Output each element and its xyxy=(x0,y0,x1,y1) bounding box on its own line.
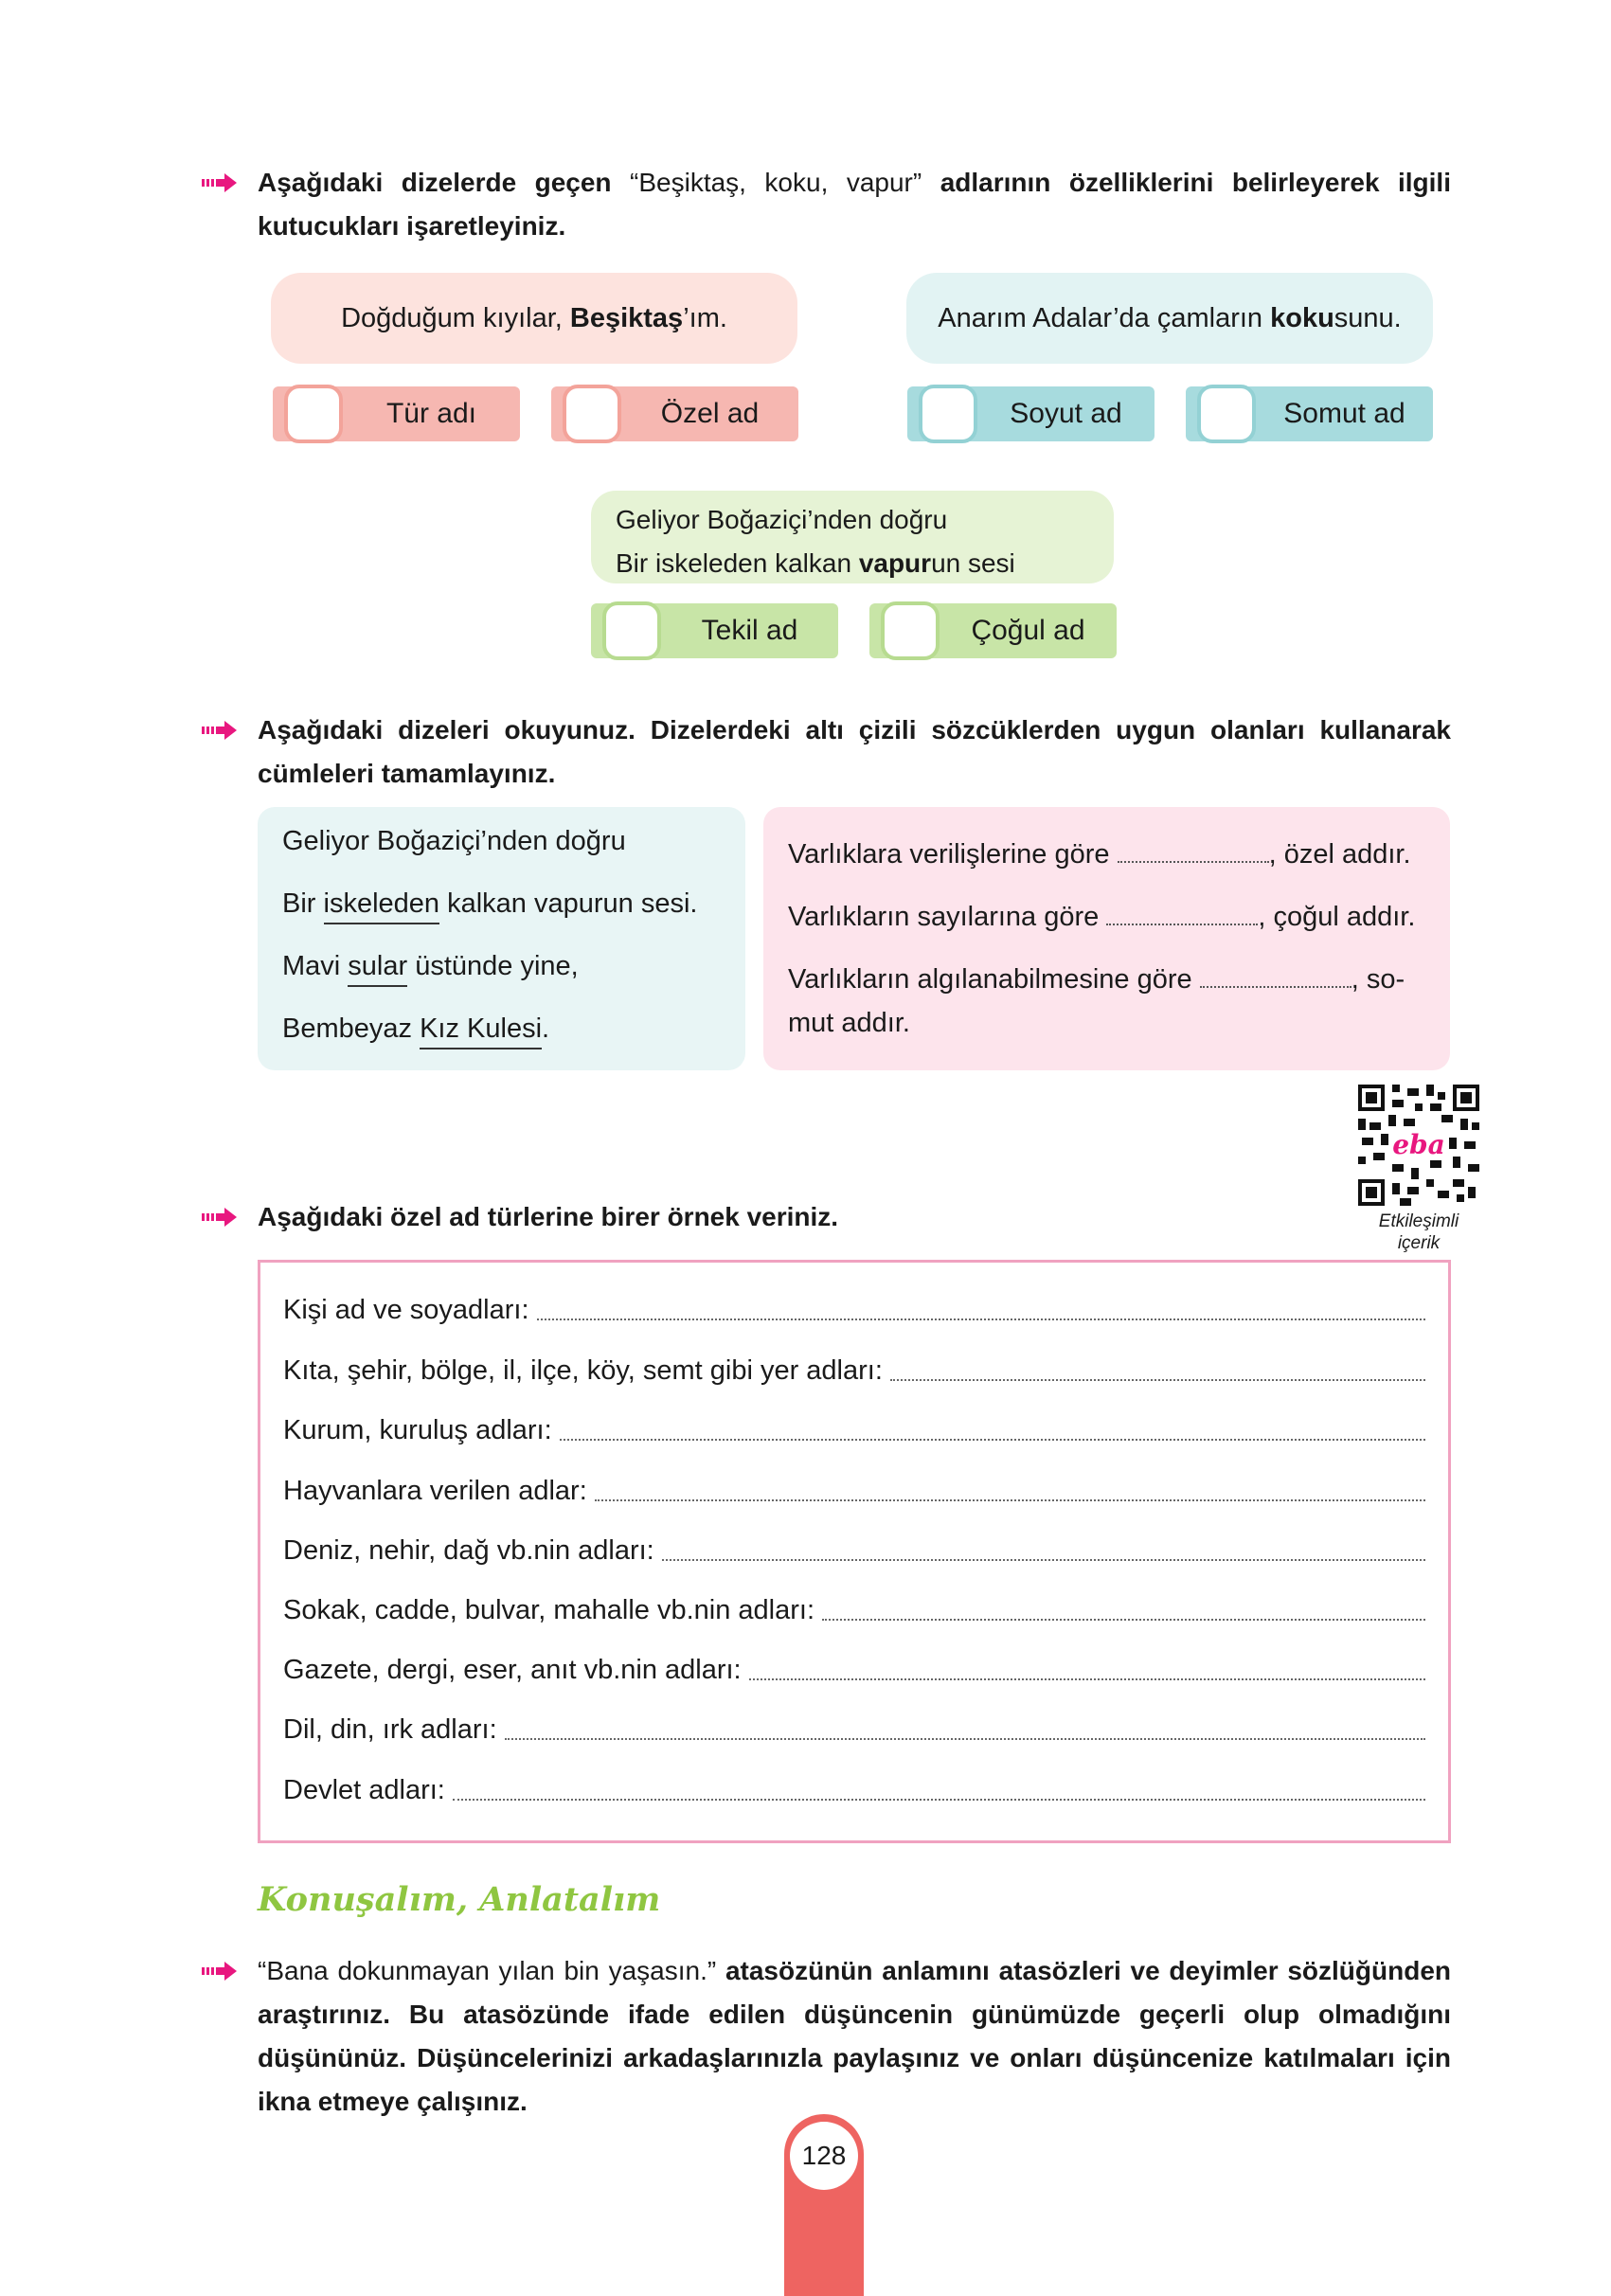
arrow-bullet-icon xyxy=(202,1961,238,1982)
blank-2[interactable] xyxy=(1106,906,1258,925)
poem-line-2: Bir iskeleden kalkan vapurun sesi. xyxy=(282,885,697,923)
exercise3-instruction: Aşağıdaki özel ad türlerine birer örnek veriniz. xyxy=(258,1202,839,1231)
example-row[interactable]: Sokak, cadde, bulvar, mahalle vb.nin adları: xyxy=(283,1591,1425,1629)
qr-caption: Etkileşimli içerik xyxy=(1378,1211,1459,1253)
example-row[interactable]: Hayvanlara verilen adlar: xyxy=(283,1472,1425,1510)
sentence-box-koku: Anarım Adalar’da çamların kokusunu. xyxy=(906,273,1433,364)
sentence-box-vapur: Geliyor Boğaziçi’nden doğru Bir iskeleden kalkan vapurun sesi xyxy=(591,491,1114,583)
checkbox[interactable] xyxy=(881,601,940,660)
option-tur-adi[interactable]: Tür adı xyxy=(273,386,520,441)
fill-sentence-1: Varlıklara verilişlerine göre , özel addır. xyxy=(788,839,1411,870)
option-tekil-ad[interactable]: Tekil ad xyxy=(591,603,838,658)
option-ozel-ad[interactable]: Özel ad xyxy=(551,386,798,441)
checkbox[interactable] xyxy=(919,385,977,443)
option-cogul-ad[interactable]: Çoğul ad xyxy=(869,603,1117,658)
sentence-box-besiktas: Doğduğum kıyılar, Beşiktaş’ım. xyxy=(271,273,797,364)
option-soyut-ad[interactable]: Soyut ad xyxy=(907,386,1155,441)
example-row[interactable]: Kurum, kuruluş adları: xyxy=(283,1411,1425,1449)
poem-line-3: Mavi sular üstünde yine, xyxy=(282,947,579,985)
fill-sentence-3: Varlıkların algılanabilmesine göre , so- xyxy=(788,964,1405,995)
section-title: Konuşalım, Anlatalım xyxy=(258,1880,661,1919)
option-somut-ad[interactable]: Somut ad xyxy=(1186,386,1433,441)
example-row[interactable]: Dil, din, ırk adları: xyxy=(283,1711,1425,1749)
arrow-bullet-icon xyxy=(202,172,238,193)
section-instruction: “Bana dokunmayan yılan bin yaşasın.” atasözünün anlamını atasözleri ve deyimler sözlüğünden araştırınız. Bu atasözünde ifade edilen düşüncenin günümüzde geçerli olup olmadığını düşününüz. Düşüncelerinizi arkadaşlarınızla paylaşınız ve onları düşüncenize katılmaları için ikna etmeye çalışınız. xyxy=(258,1956,1451,2116)
blank-1[interactable] xyxy=(1118,844,1269,863)
blank-3[interactable] xyxy=(1200,969,1351,988)
checkbox[interactable] xyxy=(563,385,621,443)
example-row[interactable]: Gazete, dergi, eser, anıt vb.nin adları: xyxy=(283,1651,1425,1689)
checkbox[interactable] xyxy=(284,385,343,443)
checkbox[interactable] xyxy=(602,601,661,660)
example-row[interactable]: Kişi ad ve soyadları: xyxy=(283,1291,1425,1329)
poem-line-1: Geliyor Boğaziçi’nden doğru xyxy=(282,826,626,856)
example-row[interactable]: Deniz, nehir, dağ vb.nin adları: xyxy=(283,1532,1425,1570)
exercise2-instruction: Aşağıdaki dizeleri okuyunuz. Dizelerdeki altı çizili sözcüklerden uygun olanları kullanarak cümleleri tamamlayınız. xyxy=(258,715,1451,788)
fill-in-box: Varlıklara verilişlerine göre , özel addır. Varlıkların sayılarına göre , çoğul addır. Varlıkların algılanabilmesine göre , so- mut addır. xyxy=(763,807,1450,1070)
exercise1-instruction: Aşağıdaki dizelerde geçen “Beşiktaş, koku, vapur” adlarının özelliklerini belirleyerek ilgili kutucukları işaretleyiniz. xyxy=(258,168,1451,241)
example-row[interactable]: Devlet adları: xyxy=(283,1771,1425,1809)
checkbox[interactable] xyxy=(1197,385,1256,443)
eba-badge: eba xyxy=(1392,1129,1445,1160)
arrow-bullet-icon xyxy=(202,1207,238,1228)
fill-sentence-2: Varlıkların sayılarına göre , çoğul addır. xyxy=(788,902,1416,932)
example-row[interactable]: Kıta, şehir, bölge, il, ilçe, köy, semt gibi yer adları: xyxy=(283,1352,1425,1390)
poem-box xyxy=(258,807,745,1070)
page-number: 128 xyxy=(790,2122,858,2190)
arrow-bullet-icon xyxy=(202,720,238,741)
poem-line-4: Bembeyaz Kız Kulesi. xyxy=(282,1010,549,1048)
examples-frame xyxy=(258,1260,1451,1843)
